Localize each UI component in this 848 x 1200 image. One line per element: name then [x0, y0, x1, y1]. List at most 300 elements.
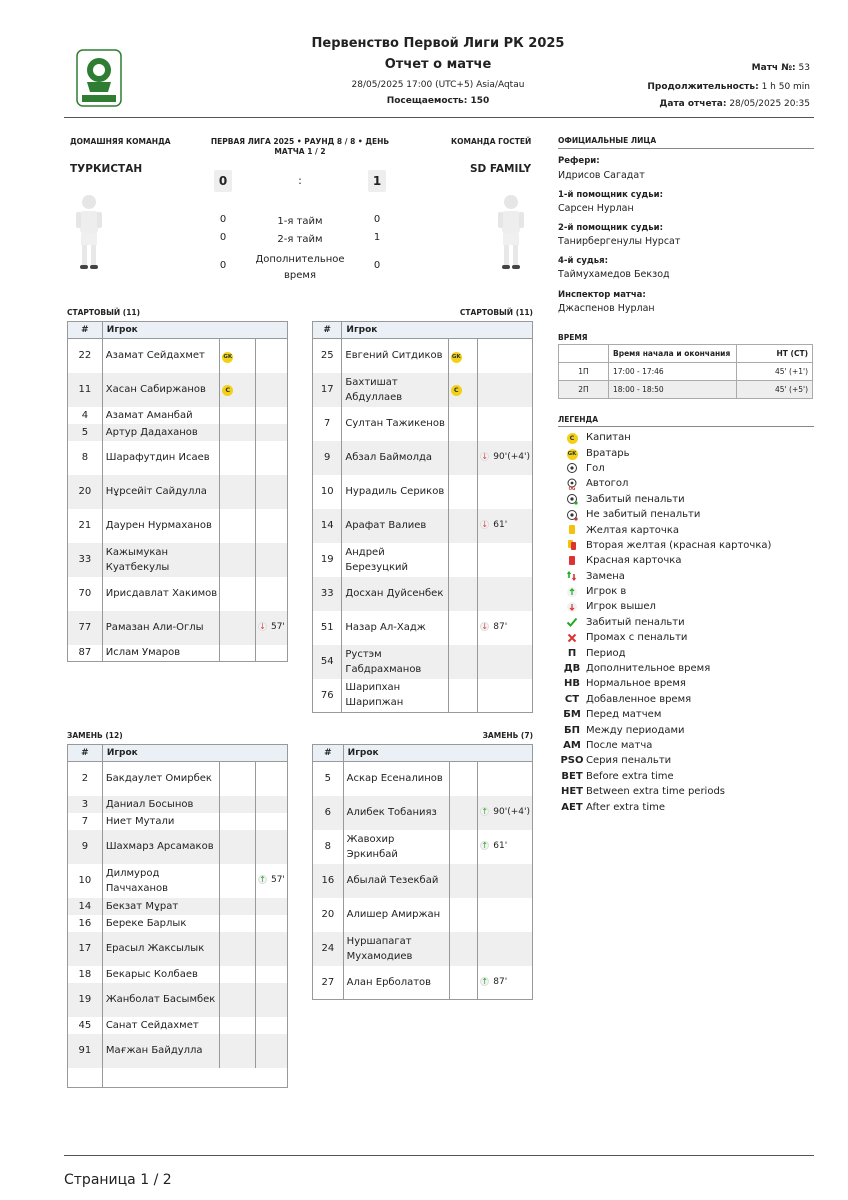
goal-icon: [558, 462, 586, 474]
time-ht: 45' (+1'): [737, 363, 813, 381]
substitution-minute: 57': [270, 875, 285, 885]
player-badge: [448, 441, 478, 475]
captain-icon: C: [451, 385, 462, 396]
player-substitution: [478, 898, 533, 932]
official-role: 2-й помощник судьи:: [558, 223, 663, 233]
legend-item: [558, 676, 814, 691]
player-name: Аскар Есеналинов: [343, 762, 449, 796]
player-substitution: [478, 762, 533, 796]
legend-item: [558, 522, 814, 537]
away-score: 1: [368, 170, 386, 192]
player-number: 14: [313, 509, 342, 543]
legend-abbreviation: НВ: [564, 678, 580, 690]
match-datetime: 28/05/2025 17:00 (UTC+5) Asia/Aqtau: [351, 80, 525, 90]
player-substitution: [478, 407, 533, 441]
player-substitution: [478, 577, 533, 611]
player-name: Жанболат Басымбек: [102, 983, 219, 1017]
table-row: [68, 577, 288, 611]
time-caption: ВРЕМЯ: [558, 333, 588, 342]
legend-item: [558, 799, 814, 814]
home-starting-caption: СТАРТОВЫЙ (11): [67, 308, 141, 317]
period-label: 2-я тайм: [277, 234, 323, 245]
table-row: [68, 611, 288, 645]
legend-label: Между периодами: [586, 724, 685, 736]
legend-abbreviation: HET: [560, 786, 584, 798]
officials-caption: ОФИЦИАЛЬНЫЕ ЛИЦА: [558, 136, 657, 145]
player-number: 10: [313, 475, 342, 509]
match-duration: [647, 82, 810, 92]
filler-cell: [102, 1068, 287, 1088]
match-number-value: 53: [798, 63, 810, 73]
col-number: #: [313, 745, 344, 762]
league-logo: [74, 48, 124, 108]
period-home-score: 0: [219, 214, 227, 225]
player-badge: [448, 543, 478, 577]
player-name: Жавохир Эркинбай: [343, 830, 449, 864]
shootout-scored-icon: [558, 616, 586, 628]
home-subs-table: [67, 744, 288, 1088]
header-divider: [64, 117, 814, 118]
player-name: Бекарыс Колбаев: [102, 966, 219, 983]
player-substitution: [478, 475, 533, 509]
player-badge: [220, 441, 256, 475]
home-team-name: ТУРКИСТАН: [70, 163, 143, 175]
player-substitution: [478, 339, 533, 373]
table-row: [68, 983, 288, 1017]
player-substitution: [255, 611, 287, 645]
player-substitution: [255, 762, 287, 796]
away-team-caption: КОМАНДА ГОСТЕЙ: [451, 137, 532, 146]
player-number: 25: [313, 339, 342, 373]
col-player: Игрок: [343, 745, 532, 762]
legend-item: [558, 630, 814, 645]
player-name: Ниет Мутали: [102, 813, 219, 830]
player-name: Бакдаулет Омирбек: [102, 762, 219, 796]
player-substitution: [255, 983, 287, 1017]
round-caption: ПЕРВАЯ ЛИГА 2025 • РАУНД 8 / 8 • ДЕНЬ МАТЧА 1 / 2: [210, 137, 390, 156]
player-badge: [448, 509, 478, 543]
player-badge: [220, 1034, 256, 1068]
player-substitution: [255, 1034, 287, 1068]
player-substitution: [255, 813, 287, 830]
player-badge: [220, 966, 256, 983]
period-row: [200, 252, 400, 284]
player-substitution: [255, 864, 287, 898]
legend-item: [558, 738, 814, 753]
player-number: 10: [68, 864, 103, 898]
player-number: 19: [313, 543, 342, 577]
player-number: 16: [68, 915, 103, 932]
player-name: Алишер Амиржан: [343, 898, 449, 932]
player-name: Арафат Валиев: [342, 509, 448, 543]
player-number: 70: [68, 577, 103, 611]
player-number: 27: [313, 966, 344, 1000]
period-away-score: 1: [373, 232, 381, 243]
time-col-ht: HT (CT): [737, 345, 813, 363]
table-row: [68, 966, 288, 983]
legend-label: Дополнительное время: [586, 663, 711, 675]
player-substitution: [255, 339, 287, 373]
table-row: [313, 543, 533, 577]
substitution-minute: 61': [493, 841, 508, 851]
player-name: Нурадиль Сериков: [342, 475, 448, 509]
legend-label: Не забитый пенальти: [586, 509, 701, 521]
player-out-icon: ↓: [259, 622, 266, 631]
player-badge: [448, 339, 478, 373]
table-header: [313, 745, 533, 762]
page-number: Страница 1 / 2: [64, 1172, 172, 1188]
legend-label: Between extra time periods: [586, 786, 726, 798]
player-substitution: [255, 898, 287, 915]
player-badge: [450, 898, 478, 932]
legend-label: Промах с пенальти: [586, 632, 688, 644]
player-in-icon: ↑: [481, 841, 489, 850]
second-yellow-icon: [558, 539, 586, 551]
penalty-scored-icon: [558, 493, 586, 505]
legend-label: Забитый пенальти: [586, 493, 685, 505]
player-name: Шарафутдин Исаев: [102, 441, 219, 475]
player-badge: [448, 577, 478, 611]
player-number: 54: [313, 645, 342, 679]
legend-item: [558, 569, 814, 584]
home-starting-table: [67, 321, 288, 662]
player-badge: [448, 645, 478, 679]
substitution-minute: 87': [493, 976, 508, 987]
time-range: 18:00 - 18:50: [609, 381, 737, 399]
official-name: Джаспенов Нурлан: [558, 303, 655, 314]
table-row: [68, 339, 288, 373]
legend-abbreviation: БМ: [563, 709, 581, 721]
legend-abbreviation: П: [567, 647, 577, 659]
player-badge: [448, 407, 478, 441]
legend-label: Красная карточка: [586, 555, 682, 567]
attendance-value: 150: [470, 96, 490, 106]
player-name: Султан Тажикенов: [342, 407, 448, 441]
legend-label: Капитан: [586, 432, 631, 444]
player-badge: [220, 796, 256, 813]
legend-caption: ЛЕГЕНДА: [558, 415, 599, 424]
player-badge: [450, 762, 478, 796]
player-badge: [450, 932, 478, 966]
table-row: [68, 898, 288, 915]
player-number: 8: [313, 830, 344, 864]
legend-label: Нормальное время: [586, 678, 686, 690]
duration-value: 1 h 50 min: [761, 82, 810, 92]
legend-label: Before extra time: [586, 770, 674, 782]
legend-label: Игрок в: [586, 586, 627, 598]
player-substitution: [255, 915, 287, 932]
player-badge: [220, 407, 256, 424]
home-team-caption: ДОМАШНЯЯ КОМАНДА: [70, 137, 171, 146]
player-badge: [220, 424, 256, 441]
player-name: Алибек Тобанияз: [343, 796, 449, 830]
player-name: Ерасыл Жаксылык: [102, 932, 219, 966]
legend-label: Игрок вышел: [586, 601, 656, 613]
table-row: [68, 407, 288, 424]
time-row: [559, 381, 813, 399]
player-out-icon: ↓: [481, 452, 489, 461]
player-substitution: [255, 373, 287, 407]
player-name: Азамат Сейдахмет: [102, 339, 219, 373]
legend-item: [558, 692, 814, 707]
player-substitution: [478, 679, 533, 713]
red-card-icon: [558, 555, 586, 567]
player-number: 33: [68, 543, 103, 577]
home-score: 0: [214, 170, 232, 192]
filler-cell: [68, 1068, 103, 1088]
player-in-icon: ↑: [481, 807, 489, 816]
player-name: Нұрсейіт Сайдулла: [102, 475, 219, 509]
legend-item: [558, 707, 814, 722]
player-name: Алан Ерболатов: [343, 966, 449, 1000]
legend-item: [558, 553, 814, 568]
player-substitution: [255, 543, 287, 577]
player-number: 51: [313, 611, 342, 645]
player-badge: [448, 475, 478, 509]
table-row: [68, 932, 288, 966]
away-subs-caption: ЗАМЕНЬ (7): [482, 731, 533, 740]
attendance: [200, 96, 676, 106]
player-name: Бекзат Мұрат: [102, 898, 219, 915]
report-date-value: 28/05/2025 20:35: [729, 99, 810, 109]
legend-label: Перед матчем: [586, 709, 662, 721]
table-row: [68, 762, 288, 796]
time-col-period: [559, 345, 609, 363]
table-row: [313, 441, 533, 475]
table-row: [68, 830, 288, 864]
player-substitution: [478, 611, 533, 645]
player-number: 19: [68, 983, 103, 1017]
player-number: 6: [313, 796, 344, 830]
legend-label: Серия пенальти: [586, 755, 672, 767]
period-label: 1-я тайм: [277, 216, 323, 227]
player-number: 18: [68, 966, 103, 983]
player-number: 76: [313, 679, 342, 713]
player-substitution: [478, 796, 533, 830]
player-name: Евгений Ситдиков: [342, 339, 448, 373]
substitution-minute: 90'(+4'): [493, 807, 530, 817]
period-away-score: 0: [373, 260, 381, 271]
player-badge: [220, 1017, 256, 1034]
player-number: 16: [313, 864, 344, 898]
player-substitution: [255, 424, 287, 441]
player-name: Кажымукан Куатбекулы: [102, 543, 219, 577]
away-team-name: SD FAMILY: [470, 163, 532, 175]
official-role: 4-й судья:: [558, 256, 609, 266]
player-substitution: [255, 407, 287, 424]
table-row: [313, 373, 533, 407]
table-row: [313, 407, 533, 441]
goalkeeper-icon: GK: [222, 352, 233, 363]
period-home-score: 0: [219, 260, 227, 271]
duration-label: Продолжительность:: [647, 82, 759, 92]
player-name: Береке Барлык: [102, 915, 219, 932]
player-name: Нуршапагат Мухамодиев: [343, 932, 449, 966]
legend-item: [558, 661, 814, 676]
player-name: Дилмурод Паччаханов: [102, 864, 219, 898]
player-name: Рустэм Габдрахманов: [342, 645, 448, 679]
table-row: [313, 966, 533, 1000]
legend-label: Желтая карточка: [586, 524, 679, 536]
table-row: [313, 577, 533, 611]
player-number: 22: [68, 339, 103, 373]
player-substitution: [255, 932, 287, 966]
table-row: [68, 1017, 288, 1034]
player-in-icon: [558, 586, 586, 598]
player-number: 20: [68, 475, 103, 509]
period-label: Дополнительное время: [255, 254, 345, 281]
away-subs-table: [312, 744, 533, 1000]
table-header: [313, 322, 533, 339]
time-ht: 45' (+5'): [737, 381, 813, 399]
legend-item: [558, 476, 814, 491]
player-badge: [450, 796, 478, 830]
player-substitution: [255, 509, 287, 543]
officials-divider: [558, 148, 814, 149]
table-row: [68, 543, 288, 577]
player-name: Санат Сейдахмет: [102, 1017, 219, 1034]
player-badge: [220, 373, 256, 407]
table-header: [68, 322, 288, 339]
report-subtitle: Отчет о матче: [384, 57, 492, 72]
player-badge: [220, 339, 256, 373]
legend-label: Вторая желтая (красная карточка): [586, 539, 772, 551]
player-number: 4: [68, 407, 103, 424]
legend-label: After extra time: [586, 801, 666, 813]
col-number: #: [68, 745, 103, 762]
legend-abbreviation: BET: [561, 770, 583, 782]
table-row: [68, 864, 288, 898]
table-row: [313, 339, 533, 373]
attendance-label: Посещаемость:: [386, 96, 468, 106]
player-badge: [220, 762, 256, 796]
player-name: Рамазан Али-Оглы: [102, 611, 219, 645]
home-kit-icon: [74, 192, 104, 272]
official-role: 1-й помощник судьи:: [558, 190, 663, 200]
table-filler-row: [68, 1068, 288, 1088]
score-separator: :: [298, 174, 302, 187]
legend-label: Добавленное время: [586, 693, 692, 705]
player-name: Шарипхан Шарипжан: [342, 679, 448, 713]
player-name: Бахтишат Абдуллаев: [342, 373, 448, 407]
player-badge: [220, 915, 256, 932]
player-substitution: [255, 830, 287, 864]
legend-item: [558, 461, 814, 476]
official-role: Инспектор матча:: [558, 290, 646, 300]
legend-abbreviation: СТ: [564, 693, 580, 705]
player-number: 5: [313, 762, 344, 796]
player-substitution: [478, 373, 533, 407]
player-badge: [450, 864, 478, 898]
period-away-score: 0: [373, 214, 381, 225]
table-row: [313, 796, 533, 830]
shootout-missed-icon: [558, 632, 586, 644]
player-substitution: [255, 441, 287, 475]
player-number: 91: [68, 1034, 103, 1068]
player-number: 7: [313, 407, 342, 441]
player-substitution: [478, 645, 533, 679]
player-name: Андрей Березуцкий: [342, 543, 448, 577]
player-badge: [220, 932, 256, 966]
goalkeeper-icon: GK: [558, 447, 586, 460]
player-name: Абзал Баймолда: [342, 441, 448, 475]
legend-item: [558, 599, 814, 614]
table-row: [313, 645, 533, 679]
player-substitution: [478, 830, 533, 864]
player-number: 9: [313, 441, 342, 475]
away-starting-table: [312, 321, 533, 713]
time-period: 1П: [559, 363, 609, 381]
player-substitution: [478, 441, 533, 475]
table-row: [68, 509, 288, 543]
official-name: Танирбергенулы Нурсат: [558, 236, 681, 247]
official-name: Идрисов Сагадат: [558, 170, 645, 181]
player-name: Хасан Сабиржанов: [102, 373, 219, 407]
official-name: Сарсен Нурлан: [558, 203, 634, 214]
player-out-icon: ↓: [481, 520, 489, 529]
table-row: [313, 509, 533, 543]
legend-item: [558, 492, 814, 507]
table-row: [68, 373, 288, 407]
table-row: [313, 679, 533, 713]
player-badge: [220, 611, 256, 645]
col-player: Игрок: [102, 745, 287, 762]
player-name: Мағжан Байдулла: [102, 1034, 219, 1068]
player-substitution: [255, 966, 287, 983]
table-row: [68, 813, 288, 830]
legend-abbreviation: ДВ: [563, 663, 581, 675]
away-kit-icon: [496, 192, 526, 272]
legend-abbreviation: AET: [561, 801, 583, 813]
player-number: 3: [68, 796, 103, 813]
player-number: 8: [68, 441, 103, 475]
player-badge: [220, 864, 256, 898]
legend-divider: [558, 426, 814, 427]
player-substitution: [478, 966, 533, 1000]
player-number: 24: [313, 932, 344, 966]
col-number: #: [313, 322, 342, 339]
legend-item: [558, 538, 814, 553]
legend-list: [558, 430, 814, 815]
player-number: 5: [68, 424, 103, 441]
match-number-label: Матч №:: [751, 63, 796, 73]
player-substitution: [478, 509, 533, 543]
player-badge: [448, 373, 478, 407]
captain-icon: C: [222, 385, 233, 396]
player-substitution: [255, 645, 287, 662]
player-substitution: [255, 796, 287, 813]
player-number: 17: [68, 932, 103, 966]
legend-label: Забитый пенальти: [586, 616, 685, 628]
time-col-range: Время начала и окончания: [609, 345, 737, 363]
player-number: 11: [68, 373, 103, 407]
table-row: [313, 864, 533, 898]
player-number: 7: [68, 813, 103, 830]
player-out-icon: ↓: [481, 622, 489, 631]
report-date: [659, 99, 810, 109]
official-name: Таймухамедов Бекзод: [558, 269, 670, 280]
time-period: 2П: [559, 381, 609, 399]
col-player: Игрок: [102, 322, 287, 339]
match-number: [752, 63, 810, 73]
table-row: [68, 424, 288, 441]
penalty-missed-icon: [558, 509, 586, 521]
period-row: [200, 214, 400, 230]
legend-label: Период: [586, 647, 626, 659]
legend-abbreviation: PSO: [560, 755, 584, 767]
table-row: [68, 645, 288, 662]
table-row: [313, 762, 533, 796]
